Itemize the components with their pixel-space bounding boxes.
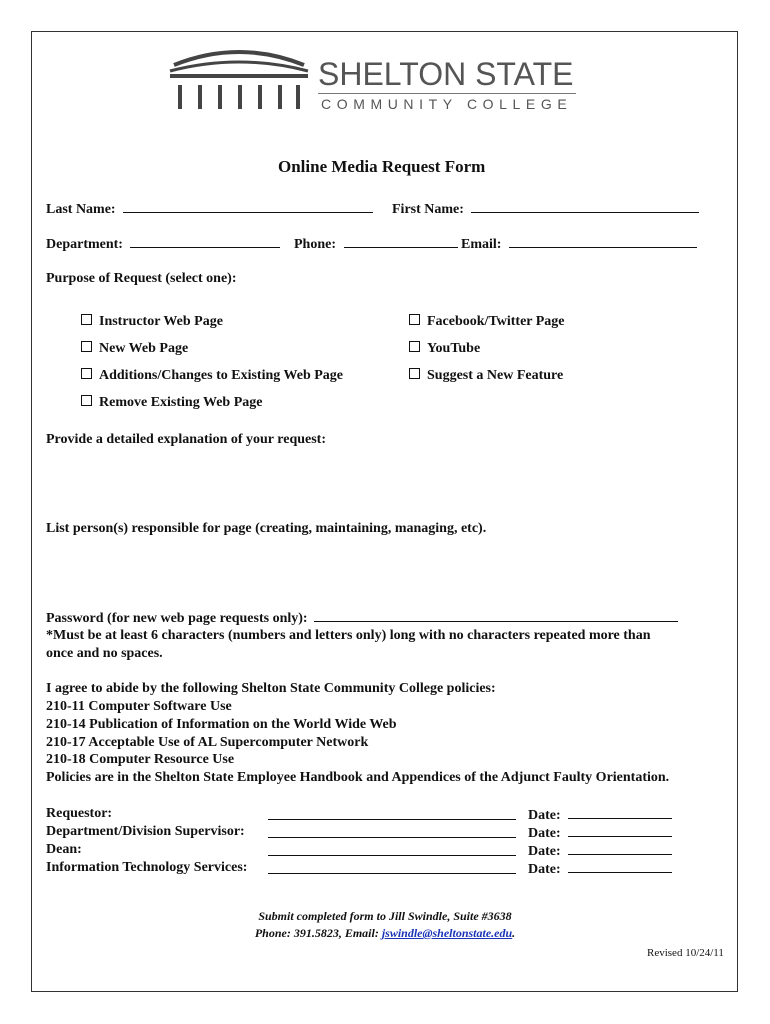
option-label: Suggest a New Feature bbox=[427, 368, 564, 383]
dean-label: Dean: bbox=[46, 842, 82, 857]
password-row bbox=[46, 609, 678, 627]
email-label: Email: bbox=[461, 237, 502, 252]
option-label: YouTube bbox=[427, 341, 481, 356]
password-field[interactable] bbox=[314, 609, 678, 622]
date-label: Date: bbox=[528, 826, 561, 841]
option-label: New Web Page bbox=[99, 341, 189, 356]
policy-item: 210-17 Acceptable Use of AL Supercomputer Network bbox=[46, 735, 369, 750]
policies-footer: Policies are in the Shelton State Employee Handbook and Appendices of the Adjunct Faulty Orientation. bbox=[46, 770, 670, 785]
option-youtube[interactable] bbox=[409, 341, 480, 357]
revised-date: Revised 10/24/11 bbox=[647, 947, 724, 959]
first-name-label: First Name: bbox=[392, 202, 464, 217]
option-suggest-feature[interactable] bbox=[409, 368, 563, 384]
submit-instructions-line-1: Submit completed form to Jill Swindle, Suite #3638 bbox=[258, 909, 512, 923]
logo-subtitle: COMMUNITY COLLEGE bbox=[321, 96, 573, 112]
policies-intro: I agree to abide by the following Shelton State Community College policies: bbox=[46, 681, 496, 696]
option-label: Instructor Web Page bbox=[99, 314, 223, 329]
submit-email-link[interactable]: jswindle@sheltonstate.edu bbox=[381, 926, 513, 940]
responsible-area[interactable] bbox=[46, 542, 716, 604]
its-date-field[interactable] bbox=[568, 860, 672, 873]
explanation-area[interactable] bbox=[46, 452, 716, 514]
date-label: Date: bbox=[528, 808, 561, 823]
checkbox[interactable] bbox=[81, 395, 92, 406]
policy-item: 210-18 Computer Resource Use bbox=[46, 752, 235, 767]
option-label: Remove Existing Web Page bbox=[99, 395, 263, 410]
dean-date-field[interactable] bbox=[568, 842, 672, 855]
its-signature-line[interactable] bbox=[268, 861, 516, 879]
supervisor-signature-line[interactable] bbox=[268, 825, 516, 843]
requestor-date-row bbox=[528, 806, 672, 824]
option-remove-web-page[interactable] bbox=[81, 395, 262, 411]
phone-row bbox=[294, 235, 458, 253]
requestor-label: Requestor: bbox=[46, 806, 113, 821]
checkbox[interactable] bbox=[409, 314, 420, 325]
checkbox[interactable] bbox=[409, 368, 420, 379]
option-label: Facebook/Twitter Page bbox=[427, 314, 565, 329]
responsible-label: List person(s) responsible for page (creating, maintaining, managing, etc). bbox=[46, 521, 487, 536]
policy-item: 210-11 Computer Software Use bbox=[46, 699, 232, 714]
option-additions-changes[interactable] bbox=[81, 368, 343, 384]
department-label: Department: bbox=[46, 237, 123, 252]
phone-label: Phone: bbox=[294, 237, 336, 252]
submit-instructions-line-2 bbox=[0, 926, 770, 941]
supervisor-date-field[interactable] bbox=[568, 824, 672, 837]
explanation-label: Provide a detailed explanation of your request: bbox=[46, 432, 326, 447]
its-date-row bbox=[528, 860, 672, 878]
option-label: Additions/Changes to Existing Web Page bbox=[99, 368, 344, 383]
email-row bbox=[461, 235, 697, 253]
its-label: Information Technology Services: bbox=[46, 860, 248, 875]
first-name-row bbox=[392, 200, 699, 218]
password-note-line-2: once and no spaces. bbox=[46, 646, 163, 661]
purpose-label: Purpose of Request (select one): bbox=[46, 271, 237, 286]
supervisor-date-row bbox=[528, 824, 672, 842]
submit-contact-text: Phone: 391.5823, Email: bbox=[254, 926, 382, 940]
submit-period: . bbox=[512, 926, 516, 940]
checkbox[interactable] bbox=[409, 341, 420, 352]
department-row bbox=[46, 235, 280, 253]
option-facebook-twitter[interactable] bbox=[409, 314, 565, 330]
dean-signature-line[interactable] bbox=[268, 843, 516, 861]
option-instructor-web-page[interactable] bbox=[81, 314, 223, 330]
phone-field[interactable] bbox=[344, 235, 458, 248]
checkbox[interactable] bbox=[81, 368, 92, 379]
date-label: Date: bbox=[528, 862, 561, 877]
password-note-line-1: *Must be at least 6 characters (numbers and letters only) long with no characters repeated more than bbox=[46, 628, 651, 643]
form-title: Online Media Request Form bbox=[278, 157, 486, 176]
first-name-field[interactable] bbox=[471, 200, 699, 213]
logo-college-name: SHELTON STATE bbox=[318, 56, 574, 92]
dean-date-row bbox=[528, 842, 672, 860]
requestor-date-field[interactable] bbox=[568, 806, 672, 819]
last-name-field[interactable] bbox=[123, 200, 373, 213]
date-label: Date: bbox=[528, 844, 561, 859]
checkbox[interactable] bbox=[81, 341, 92, 352]
policy-item: 210-14 Publication of Information on the World Wide Web bbox=[46, 717, 397, 732]
supervisor-label: Department/Division Supervisor: bbox=[46, 824, 245, 839]
last-name-row bbox=[46, 200, 373, 218]
department-field[interactable] bbox=[130, 235, 280, 248]
password-label: Password (for new web page requests only): bbox=[46, 611, 308, 626]
checkbox[interactable] bbox=[81, 314, 92, 325]
option-new-web-page[interactable] bbox=[81, 341, 188, 357]
last-name-label: Last Name: bbox=[46, 202, 116, 217]
college-building-logo bbox=[168, 43, 310, 113]
requestor-signature-line[interactable] bbox=[268, 807, 516, 825]
email-field[interactable] bbox=[509, 235, 697, 248]
logo-rule bbox=[318, 93, 576, 94]
